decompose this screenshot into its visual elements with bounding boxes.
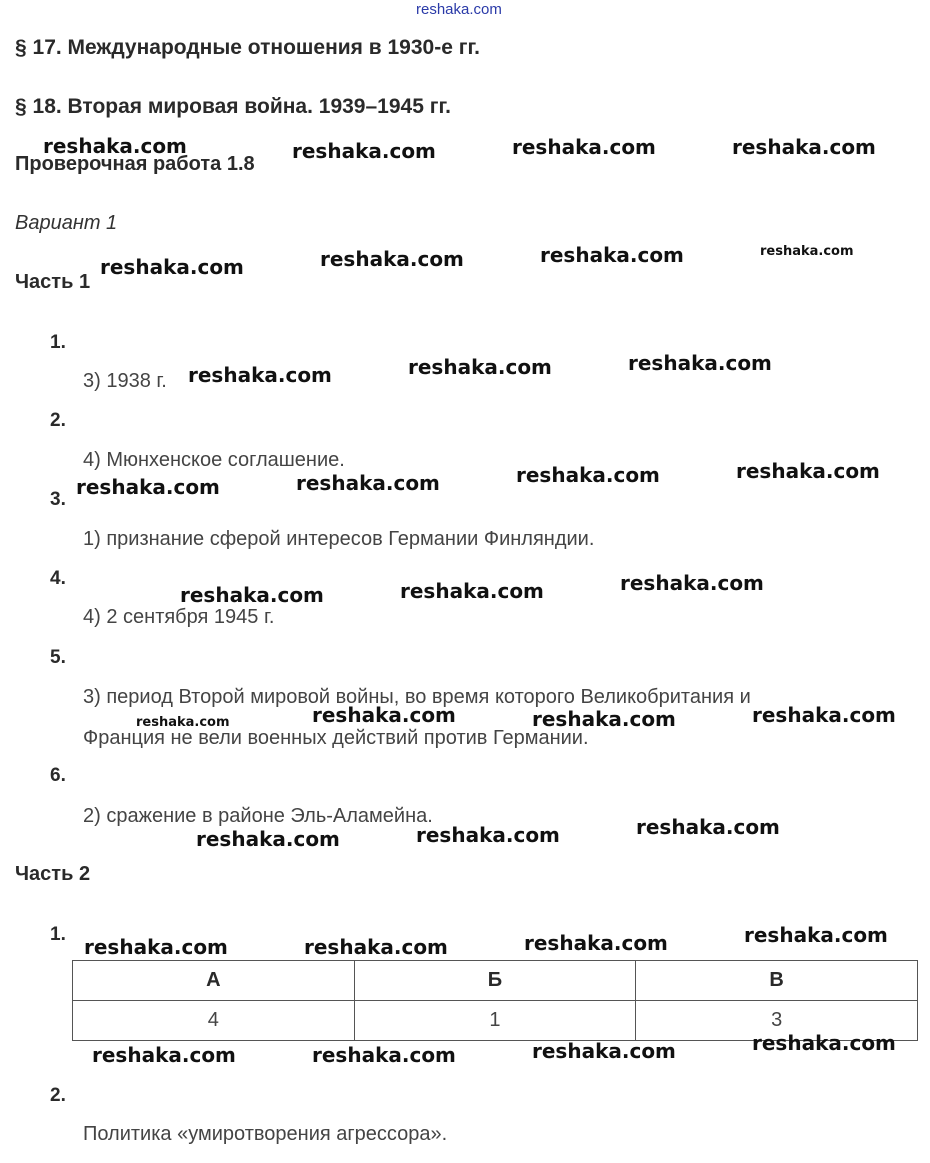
variant-label: Вариант 1 (15, 212, 118, 234)
part2-q1-number: 1. (50, 924, 66, 945)
part1-q3-answer: 1) признание сферой интересов Германии Финляндии. (83, 528, 595, 550)
part1-q5-answer-line1: 3) период Второй мировой войны, во время которого Великобритания и (83, 686, 751, 708)
part2-title: Часть 2 (15, 863, 91, 885)
watermark: reshaka.com (43, 134, 187, 158)
part1-q6-answer: 2) сражение в районе Эль-Аламейна. (83, 805, 433, 827)
part1-q6-number: 6. (50, 765, 66, 786)
watermark: reshaka.com (188, 363, 332, 387)
watermark: reshaka.com (312, 1043, 456, 1067)
table-cell: 3 (636, 1001, 918, 1041)
part1-q1-answer: 3) 1938 г. (83, 370, 167, 392)
part1-q1-number: 1. (50, 332, 66, 353)
watermark: reshaka.com (312, 703, 456, 727)
part1-q5-answer-line2: Франция не вели военных действий против Германии. (83, 727, 589, 749)
watermark: reshaka.com (136, 715, 230, 730)
part1-q2-number: 2. (50, 410, 66, 431)
watermark: reshaka.com (736, 459, 880, 483)
test-title: Проверочная работа 1.8 (15, 153, 255, 175)
part1-q4-answer: 4) 2 сентября 1945 г. (83, 606, 275, 628)
table-header-cell: А (73, 961, 355, 1001)
part1-title: Часть 1 (15, 271, 91, 293)
part2-q2-number: 2. (50, 1085, 66, 1106)
watermark: reshaka.com (76, 475, 220, 499)
watermark: reshaka.com (752, 1031, 896, 1055)
answer-table (72, 960, 918, 1041)
watermark: reshaka.com (408, 355, 552, 379)
table-cell: 4 (73, 1001, 355, 1041)
watermark: reshaka.com (92, 1043, 236, 1067)
table-header-cell: В (636, 961, 918, 1001)
watermark: reshaka.com (416, 823, 560, 847)
watermark: reshaka.com (196, 827, 340, 851)
watermark: reshaka.com (540, 243, 684, 267)
header-watermark: reshaka.com (416, 1, 502, 18)
watermark: reshaka.com (760, 244, 854, 259)
part1-q3-number: 3. (50, 489, 66, 510)
section-17-heading: § 17. Международные отношения в 1930-е гг. (15, 36, 480, 59)
part1-q5-number: 5. (50, 647, 66, 668)
table-header-cell: Б (354, 961, 636, 1001)
watermark: reshaka.com (636, 815, 780, 839)
watermark: reshaka.com (100, 255, 244, 279)
watermark: reshaka.com (292, 139, 436, 163)
part1-q4-number: 4. (50, 568, 66, 589)
watermark: reshaka.com (732, 135, 876, 159)
table-header-row (73, 961, 918, 1001)
watermark: reshaka.com (84, 935, 228, 959)
part1-q2-answer: 4) Мюнхенское соглашение. (83, 449, 345, 471)
watermark: reshaka.com (320, 247, 464, 271)
watermark: reshaka.com (512, 135, 656, 159)
watermark: reshaka.com (620, 571, 764, 595)
table-cell: 1 (354, 1001, 636, 1041)
watermark: reshaka.com (296, 471, 440, 495)
watermark: reshaka.com (628, 351, 772, 375)
watermark: reshaka.com (532, 1039, 676, 1063)
watermark: reshaka.com (400, 579, 544, 603)
watermark: reshaka.com (304, 935, 448, 959)
watermark: reshaka.com (180, 583, 324, 607)
watermark: reshaka.com (524, 931, 668, 955)
part2-q2-answer: Политика «умиротворения агрессора». (83, 1123, 448, 1145)
watermark: reshaka.com (744, 923, 888, 947)
section-18-heading: § 18. Вторая мировая война. 1939–1945 гг. (15, 95, 451, 118)
watermark: reshaka.com (516, 463, 660, 487)
watermark: reshaka.com (532, 707, 676, 731)
watermark: reshaka.com (752, 703, 896, 727)
